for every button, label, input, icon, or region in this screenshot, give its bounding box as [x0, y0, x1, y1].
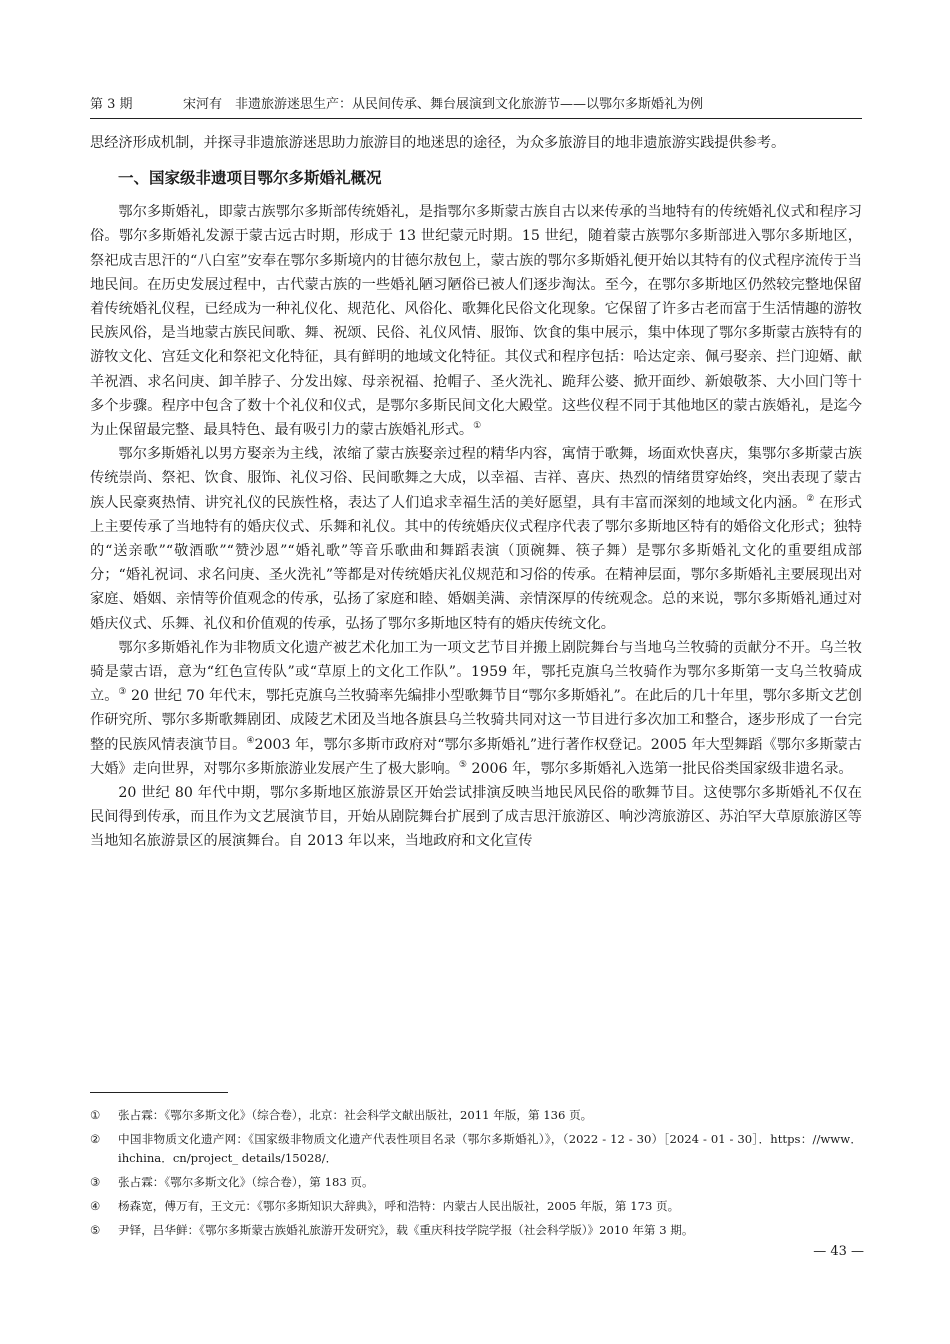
paragraph-1-text: 鄂尔多斯婚礼，即蒙古族鄂尔多斯部传统婚礼，是指鄂尔多斯蒙古族自古以来传承的当地特有的传统婚礼仪式和程序习俗。鄂尔多斯婚礼发源于蒙古远古时期，形成于 13 世纪蒙元时期。15 世纪，随着蒙古族鄂尔多斯部进入鄂尔多斯地区，祭祀成吉思汗的“八白室”安奉在鄂尔多斯境内的甘德尔敖包上，蒙古族的鄂尔多斯婚礼便开始以其特有的仪式程序流传于当地民间。在历史发展过程中，古代蒙古族的一些婚礼陋习陋俗已被人们逐步淘汰。至今，在鄂尔多斯地区仍然较完整地保留着传统婚礼仪程，已经成为一种礼仪化、规范化、风俗化、歌舞化民俗文化现象。它保留了许多古老而富于生活情趣的游牧民族风俗，是当地蒙古族民间歌、舞、祝颂、民俗、礼仪风情、服饰、饮食的集中展示，集中体现了鄂尔多斯蒙古族特有的游牧文化、宫廷文化和祭祀文化特征，具有鲜明的地域文化特征。其仪式和程序包括：哈达定亲、佩弓娶亲、拦门迎婿、献羊祝酒、求名问庚、卸羊脖子、分发出嫁、母亲祝福、抢帽子、圣火洗礼、跪拜公婆、掀开面纱、新娘敬茶、大小回门等十多个步骤。程序中包含了数十个礼仪和仪式，是鄂尔多斯民间文化大殿堂。这些仪程不同于其他地区的蒙古族婚礼，是迄今为止保留最完整、最具特色、最有吸引力的蒙古族婚礼形式。	[90, 204, 862, 439]
section-heading: 一、国家级非遗项目鄂尔多斯婚礼概况	[118, 169, 382, 188]
paragraph-3-text-c: 2003 年，鄂尔多斯市政府对“鄂尔多斯婚礼”进行著作权登记。2005 年大型舞蹈《鄂尔多斯蒙古大婚》走向世界，对鄂尔多斯旅游业发展产生了极大影响。	[90, 736, 862, 777]
page-number: — 43 —	[813, 1244, 864, 1259]
footnote-text: 中国非物质文化遗产网：《国家级非物质文化遗产代表性项目名录（鄂尔多斯婚礼）》，（2022 - 12 - 30）［2024 - 01 - 30］．https：//www．ihchina．cn/project_ details/15028/．	[118, 1132, 862, 1165]
paragraph-2	[90, 442, 862, 636]
paragraph-3-text-d: 2006 年，鄂尔多斯婚礼入选第一批民俗类国家级非遗名录。	[466, 760, 853, 777]
footnote-text: 张占霖：《鄂尔多斯文化》（综合卷），第 183 页。	[118, 1175, 374, 1189]
footnote-mark: ②	[90, 1132, 101, 1146]
footnote-text: 张占霖：《鄂尔多斯文化》（综合卷），北京：社会科学文献出版社，2011 年版，第 136 页。	[118, 1108, 593, 1122]
paragraph-3	[90, 636, 862, 781]
footnote-mark: ⑤	[90, 1223, 101, 1237]
issue-number: 第 3 期	[90, 97, 133, 112]
running-header	[90, 92, 862, 119]
footnote-text: 杨森宽，傅万有，王文元：《鄂尔多斯知识大辞典》，呼和浩特：内蒙古人民出版社，2005 年版，第 173 页。	[118, 1199, 680, 1213]
footnote-1	[90, 1106, 862, 1125]
footnote-mark: ③	[90, 1175, 101, 1189]
footnote-4	[90, 1197, 862, 1216]
footnote-3	[90, 1173, 862, 1192]
paragraph-2-text-b: 在形式上主要传承了当地特有的婚庆仪式、乐舞和礼仪。其中的传统婚庆仪式程序代表了鄂尔多斯地区特有的婚俗文化形式；独特的“送亲歌”“敬酒歌”“赞沙恩”“婚礼歌”等音乐歌曲和舞蹈表演（顶碗舞、筷子舞）是鄂尔多斯婚礼文化的重要组成部分；“婚礼祝词、求名问庚、圣火洗礼”等都是对传统婚庆礼仪规范和习俗的传承。在精神层面，鄂尔多斯婚礼主要展现出对家庭、婚姻、亲情等价值观念的传承，弘扬了家庭和睦、婚姻美满、亲情深厚的传统观念。总的来说，鄂尔多斯婚礼通过对婚庆仪式、乐舞、礼仪和价值观的传承，弘扬了鄂尔多斯地区特有的婚庆传统文化。	[90, 494, 862, 632]
footnote-mark: ④	[90, 1199, 101, 1213]
article-title: 宋河有 非遗旅游迷思生产：从民间传承、舞台展演到文化旅游节——以鄂尔多斯婚礼为例	[183, 97, 704, 112]
paragraph-1	[90, 200, 862, 442]
paragraph-4: 20 世纪 80 年代中期，鄂尔多斯地区旅游景区开始尝试排演反映当地民风民俗的歌舞节目。这使鄂尔多斯婚礼不仅在民间得到传承，而且作为文艺展演节目，开始从剧院舞台扩展到了成吉思汗旅游区、响沙湾旅游区、苏泊罕大草原旅游区等当地知名旅游景区的展演舞台。自 2013 年以来，当地政府和文化宣传	[90, 785, 862, 850]
paragraph-3-text-b: 20 世纪 70 年代末，鄂托克旗乌兰牧骑率先编排小型歌舞节目“鄂尔多斯婚礼”。在此后的几十年里，鄂尔多斯文艺创作研究所、鄂尔多斯歌舞剧团、成陵艺术团及当地各旗县乌兰牧骑共同对这一节目进行多次加工和整合，逐步形成了一台完整的民族风情表演节目。	[90, 688, 862, 753]
footnote-ref-3[interactable]: ③	[118, 687, 127, 698]
article-body	[90, 131, 862, 854]
footnote-ref-2[interactable]: ②	[806, 493, 815, 504]
paragraph-3-text-a: 鄂尔多斯婚礼作为非物质文化遗产被艺术化加工为一项文艺节目并搬上剧院舞台与当地乌兰牧骑的贡献分不开。乌兰牧骑是蒙古语，意为“红色宣传队”或“草原上的文化工作队”。1959 年，鄂托克旗乌兰牧骑作为鄂尔多斯第一支乌兰牧骑成立。	[90, 639, 862, 705]
footnote-mark: ①	[90, 1108, 101, 1122]
footnote-2	[90, 1130, 862, 1168]
paragraph-2-text-a: 鄂尔多斯婚礼以男方娶亲为主线，浓缩了蒙古族娶亲过程的精华内容，寓情于歌舞，场面欢快喜庆，集鄂尔多斯蒙古族传统崇尚、祭祀、饮食、服饰、礼仪习俗、民间歌舞之大成，以幸福、吉祥、喜庆、热烈的情绪贯穿始终，突出表现了蒙古族人民豪爽热情、讲究礼仪的民族性格，表达了人们追求幸福生活的美好愿望，具有丰富而深刻的地域文化内涵。	[90, 446, 862, 511]
footnote-text: 尹铎，吕华鲜：《鄂尔多斯蒙古族婚礼旅游开发研究》，载《重庆科技学院学报（社会科学版）》2010 年第 3 期。	[118, 1223, 694, 1237]
footnote-ref-5[interactable]: ⑤	[458, 759, 467, 770]
footnote-ref-1[interactable]: ①	[473, 421, 482, 432]
footnote-ref-4[interactable]: ④	[246, 735, 255, 746]
footnotes	[90, 1106, 862, 1245]
footnote-5	[90, 1221, 862, 1240]
footnote-divider	[90, 1092, 228, 1093]
intro-paragraph: 思经济形成机制，并探寻非遗旅游迷思助力旅游目的地迷思的途径，为众多旅游目的地非遗旅游实践提供参考。	[90, 135, 786, 151]
